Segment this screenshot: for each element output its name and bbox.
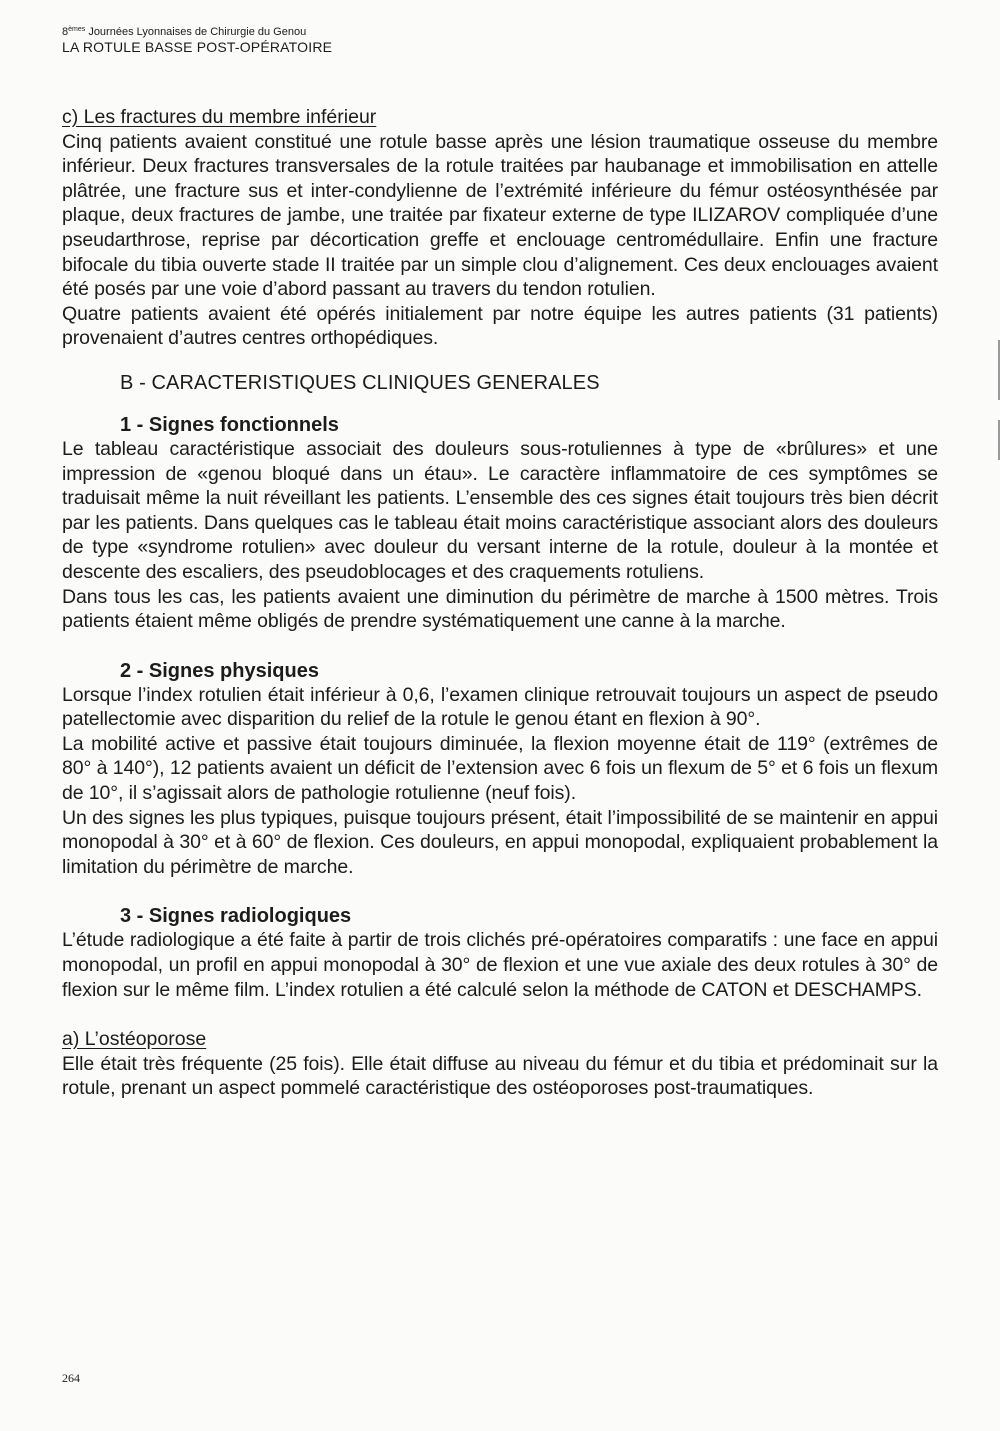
paragraph-fractures-2: Quatre patients avaient été opérés initialement par notre équipe les autres patients (31 patients) provenaient d’autres centres orthopédiques. <box>62 302 938 350</box>
paragraph-physiques-1: Lorsque l’index rotulien était inférieur à 0,6, l’examen clinique retrouvait toujours un aspect de pseudo patellectomie avec disparition du relief de la rotule le genou étant en flexion à 90°. <box>62 683 938 731</box>
paragraph-physiques-3: Un des signes les plus typiques, puisque toujours présent, était l’impossibilité de se maintenir en appui monopodal à 30° et à 60° de flexion. Ces douleurs, en appui monopodal, expliquaient probablement la limitation du périmètre de marche. <box>62 806 938 878</box>
conference-title: 8èmes Journées Lyonnaises de Chirurgie du Genou <box>62 26 307 38</box>
spacer <box>62 634 938 659</box>
paragraph-fractures-1: Cinq patients avaient constitué une rotule basse après une lésion traumatique osseuse du membre inférieur. Deux fractures transversales de la rotule traitées par haubanage et immobilisation en attelle plâtrée, une fracture sus et inter-condylienne de l’extrémité inférieure du fémur ostéosynthésée par plaque, deux fractures de jambe, une traitée par fixateur externe de type ILIZAROV compliquée d’une pseudarthrose, reprise par décortication greffe et enclouage centromédullaire. Enfin une fracture bifocale du tibia ouverte stade II traitée par un simple clou d’alignement. Ces deux enclouages avaient été posés par une voie d’abord passant au travers du tendon rotulien. <box>62 130 938 301</box>
paragraph-radiologiques-1: L’étude radiologique a été faite à partir de trois clichés pré-opératoires comparatifs : une face en appui monopodal, un profil en appui monopodal à 30° de flexion et une vue axiale des deux rotules à 30° de flexion sur le même film. L’index rotulien a été calculé selon la méthode de CATON et DESCHAMPS. <box>62 929 938 1001</box>
paragraph-fonctionnels-2: Dans tous les cas, les patients avaient une diminution du périmètre de marche à 1500 mètres. Trois patients étaient même obligés de prendre systématiquement une canne à la marche. <box>62 585 938 633</box>
subheading-osteoporose: a) L’ostéoporose <box>62 1028 207 1051</box>
paragraph-physiques-2: La mobilité active et passive était toujours diminuée, la flexion moyenne était de 119° (extrêmes de 80° à 140°), 12 patients avaient un déficit de l’extension avec 6 fois un flexum de 5° et 6 fois un flexum de 10°, il s’agissait alors de pathologie rotulienne (neuf fois). <box>62 732 938 805</box>
spacer <box>62 1002 938 1027</box>
page-number: 264 <box>62 1371 80 1385</box>
subheading-fractures: c) Les fractures du membre inférieur <box>62 106 377 128</box>
body-text <box>62 105 938 1101</box>
chapter-title: LA ROTULE BASSE POST-OPÉRATOIRE <box>62 38 333 55</box>
heading-signes-physiques: 2 - Signes physiques <box>120 659 319 682</box>
heading-signes-fonctionnels: 1 - Signes fonctionnels <box>120 413 339 436</box>
heading-signes-radiologiques: 3 - Signes radiologiques <box>120 905 352 928</box>
paragraph-fonctionnels-1: Le tableau caractéristique associait des douleurs sous-rotuliennes à type de «brûlures» et une impression de «genou bloqué dans un étau». Le caractère inflammatoire de ces symptômes se traduisait même la nuit réveillant les patients. L’ensemble des ces signes était toujours très bien décrit par les patients. Dans quelques cas le tableau était moins caractéristique associant alors des douleurs de type «syndrome rotulien» avec douleur du versant interne de la rotule, douleur à la montée et descente des escaliers, des pseudoblocages et des craquements rotuliens. <box>62 437 938 583</box>
paragraph-osteoporose-1: Elle était très fréquente (25 fois). Elle était diffuse au niveau du fémur et du tibia et prédominait sur la rotule, prenant un aspect pommelé caractéristique des ostéoporoses post-traumatiques. <box>62 1052 938 1100</box>
section-heading-b: B - CARACTERISTIQUES CLINIQUES GENERALES <box>120 371 600 394</box>
spacer <box>62 879 938 904</box>
running-header <box>62 26 332 55</box>
